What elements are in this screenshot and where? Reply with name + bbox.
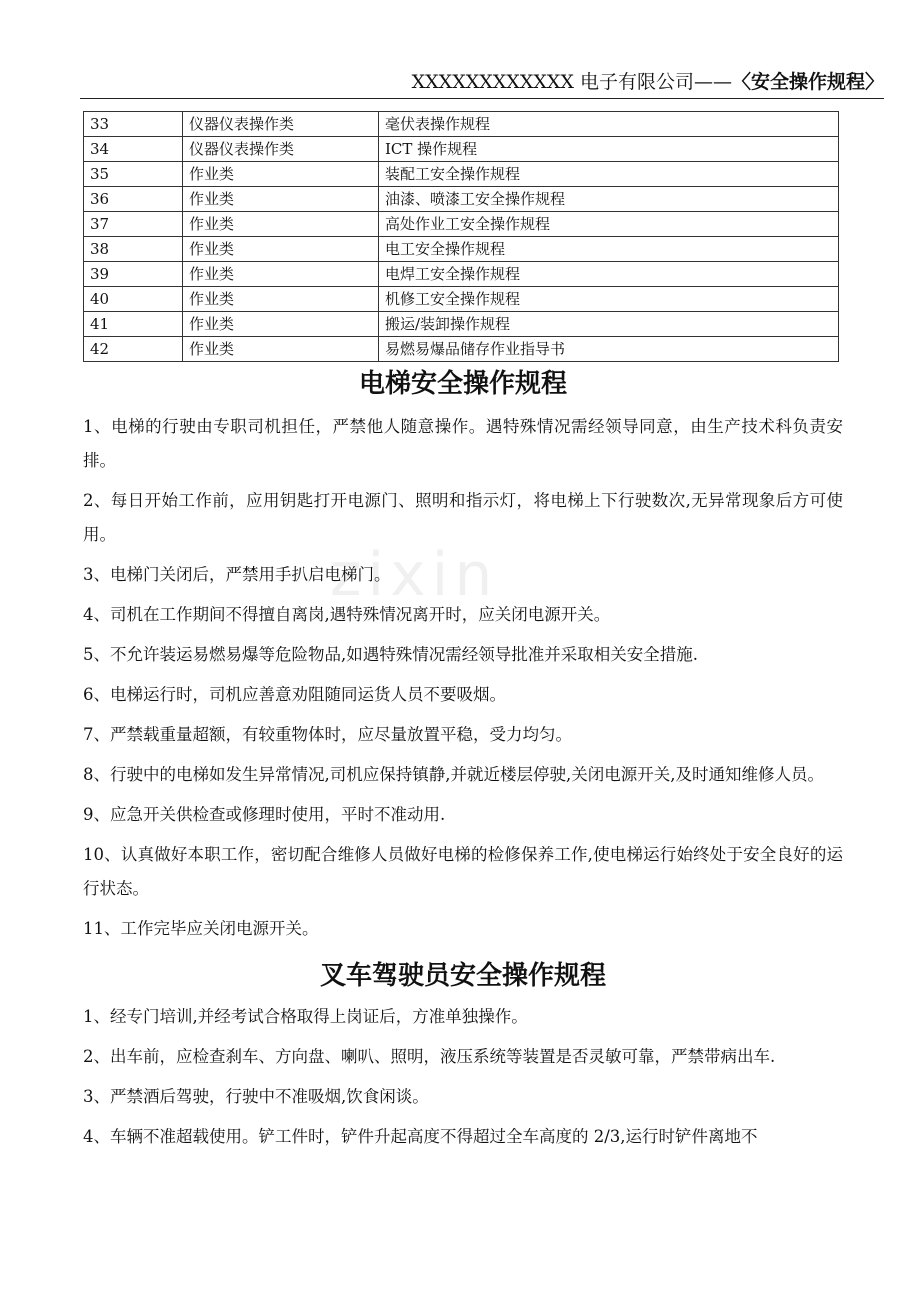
- page-header: [80, 66, 884, 99]
- row-category: 作业类: [183, 162, 379, 187]
- row-number: 39: [84, 262, 183, 287]
- list-item: 10、认真做好本职工作，密切配合维修人员做好电梯的检修保养工作,使电梯运行始终处于安全良好的运行状态。: [83, 845, 843, 898]
- row-procedure: ICT 操作规程: [379, 137, 839, 162]
- row-category: 仪器仪表操作类: [183, 137, 379, 162]
- watermark: zixin: [330, 540, 499, 610]
- row-category: 仪器仪表操作类: [183, 112, 379, 137]
- table-row: [84, 137, 839, 162]
- list-item: 5、不允许装运易燃易爆等危险物品,如遇特殊情况需经领导批准并采取相关安全措施.: [83, 645, 698, 664]
- list-item: 11、工作完毕应关闭电源开关。: [83, 919, 319, 938]
- list-item: 2、每日开始工作前，应用钥匙打开电源门、照明和指示灯，将电梯上下行驶数次,无异常现象后方可使用。: [83, 491, 843, 544]
- list-item: 4、车辆不准超载使用。铲工件时，铲件升起高度不得超过全车高度的 2/3,运行时铲件离地不: [83, 1127, 758, 1146]
- row-procedure: 毫伏表操作规程: [379, 112, 839, 137]
- row-number: 38: [84, 237, 183, 262]
- list-item: 6、电梯运行时，司机应善意劝阻随同运货人员不要吸烟。: [83, 685, 506, 704]
- list-item: 7、严禁载重量超额，有较重物体时，应尽量放置平稳，受力均匀。: [83, 725, 572, 744]
- table-row: [84, 337, 839, 362]
- row-category: 作业类: [183, 287, 379, 312]
- list-item: 4、司机在工作期间不得擅自离岗,遇特殊情况离开时，应关闭电源开关。: [83, 605, 611, 624]
- row-procedure: 易燃易爆品储存作业指导书: [379, 337, 839, 362]
- table-row: [84, 162, 839, 187]
- regulation-table: [83, 111, 839, 362]
- row-number: 41: [84, 312, 183, 337]
- table-row: [84, 212, 839, 237]
- row-category: 作业类: [183, 337, 379, 362]
- list-item: 3、电梯门关闭后，严禁用手扒启电梯门。: [83, 565, 391, 584]
- list-item: 9、应急开关供检查或修理时使用，平时不准动用.: [83, 805, 446, 824]
- row-category: 作业类: [183, 312, 379, 337]
- row-number: 40: [84, 287, 183, 312]
- row-category: 作业类: [183, 237, 379, 262]
- elevator-title: 电梯安全操作规程: [358, 369, 567, 399]
- row-number: 42: [84, 337, 183, 362]
- forklift-section: [83, 958, 843, 1160]
- table-row: [84, 262, 839, 287]
- list-item: 3、严禁酒后驾驶，行驶中不准吸烟,饮食闲谈。: [83, 1087, 429, 1106]
- table-row: [84, 237, 839, 262]
- row-procedure: 电焊工安全操作规程: [379, 262, 839, 287]
- table-row: [84, 187, 839, 212]
- row-procedure: 高处作业工安全操作规程: [379, 212, 839, 237]
- row-procedure: 电工安全操作规程: [379, 237, 839, 262]
- list-item: 1、经专门培训,并经考试合格取得上岗证后，方准单独操作。: [83, 1007, 528, 1026]
- company-name: XXXXXXXXXXXX 电子有限公司——: [411, 71, 732, 93]
- table-row: [84, 112, 839, 137]
- row-category: 作业类: [183, 262, 379, 287]
- table-row: [84, 287, 839, 312]
- row-number: 33: [84, 112, 183, 137]
- row-procedure: 机修工安全操作规程: [379, 287, 839, 312]
- row-procedure: 油漆、喷漆工安全操作规程: [379, 187, 839, 212]
- row-number: 37: [84, 212, 183, 237]
- row-category: 作业类: [183, 212, 379, 237]
- row-number: 34: [84, 137, 183, 162]
- list-item: 2、出车前，应检查刹车、方向盘、喇叭、照明，液压系统等装置是否灵敏可靠，严禁带病出车.: [83, 1047, 776, 1066]
- row-category: 作业类: [183, 187, 379, 212]
- document-title: 〈安全操作规程〉: [731, 71, 884, 93]
- row-procedure: 装配工安全操作规程: [379, 162, 839, 187]
- forklift-title: 叉车驾驶员安全操作规程: [319, 961, 606, 991]
- list-item: 1、电梯的行驶由专职司机担任，严禁他人随意操作。遇特殊情况需经领导同意，由生产技术科负责安排。: [83, 417, 843, 470]
- row-procedure: 搬运/装卸操作规程: [379, 312, 839, 337]
- row-number: 35: [84, 162, 183, 187]
- row-number: 36: [84, 187, 183, 212]
- elevator-section: [83, 366, 843, 952]
- list-item: 8、行驶中的电梯如发生异常情况,司机应保持镇静,并就近楼层停驶,关闭电源开关,及时通知维修人员。: [83, 765, 824, 784]
- table-row: [84, 312, 839, 337]
